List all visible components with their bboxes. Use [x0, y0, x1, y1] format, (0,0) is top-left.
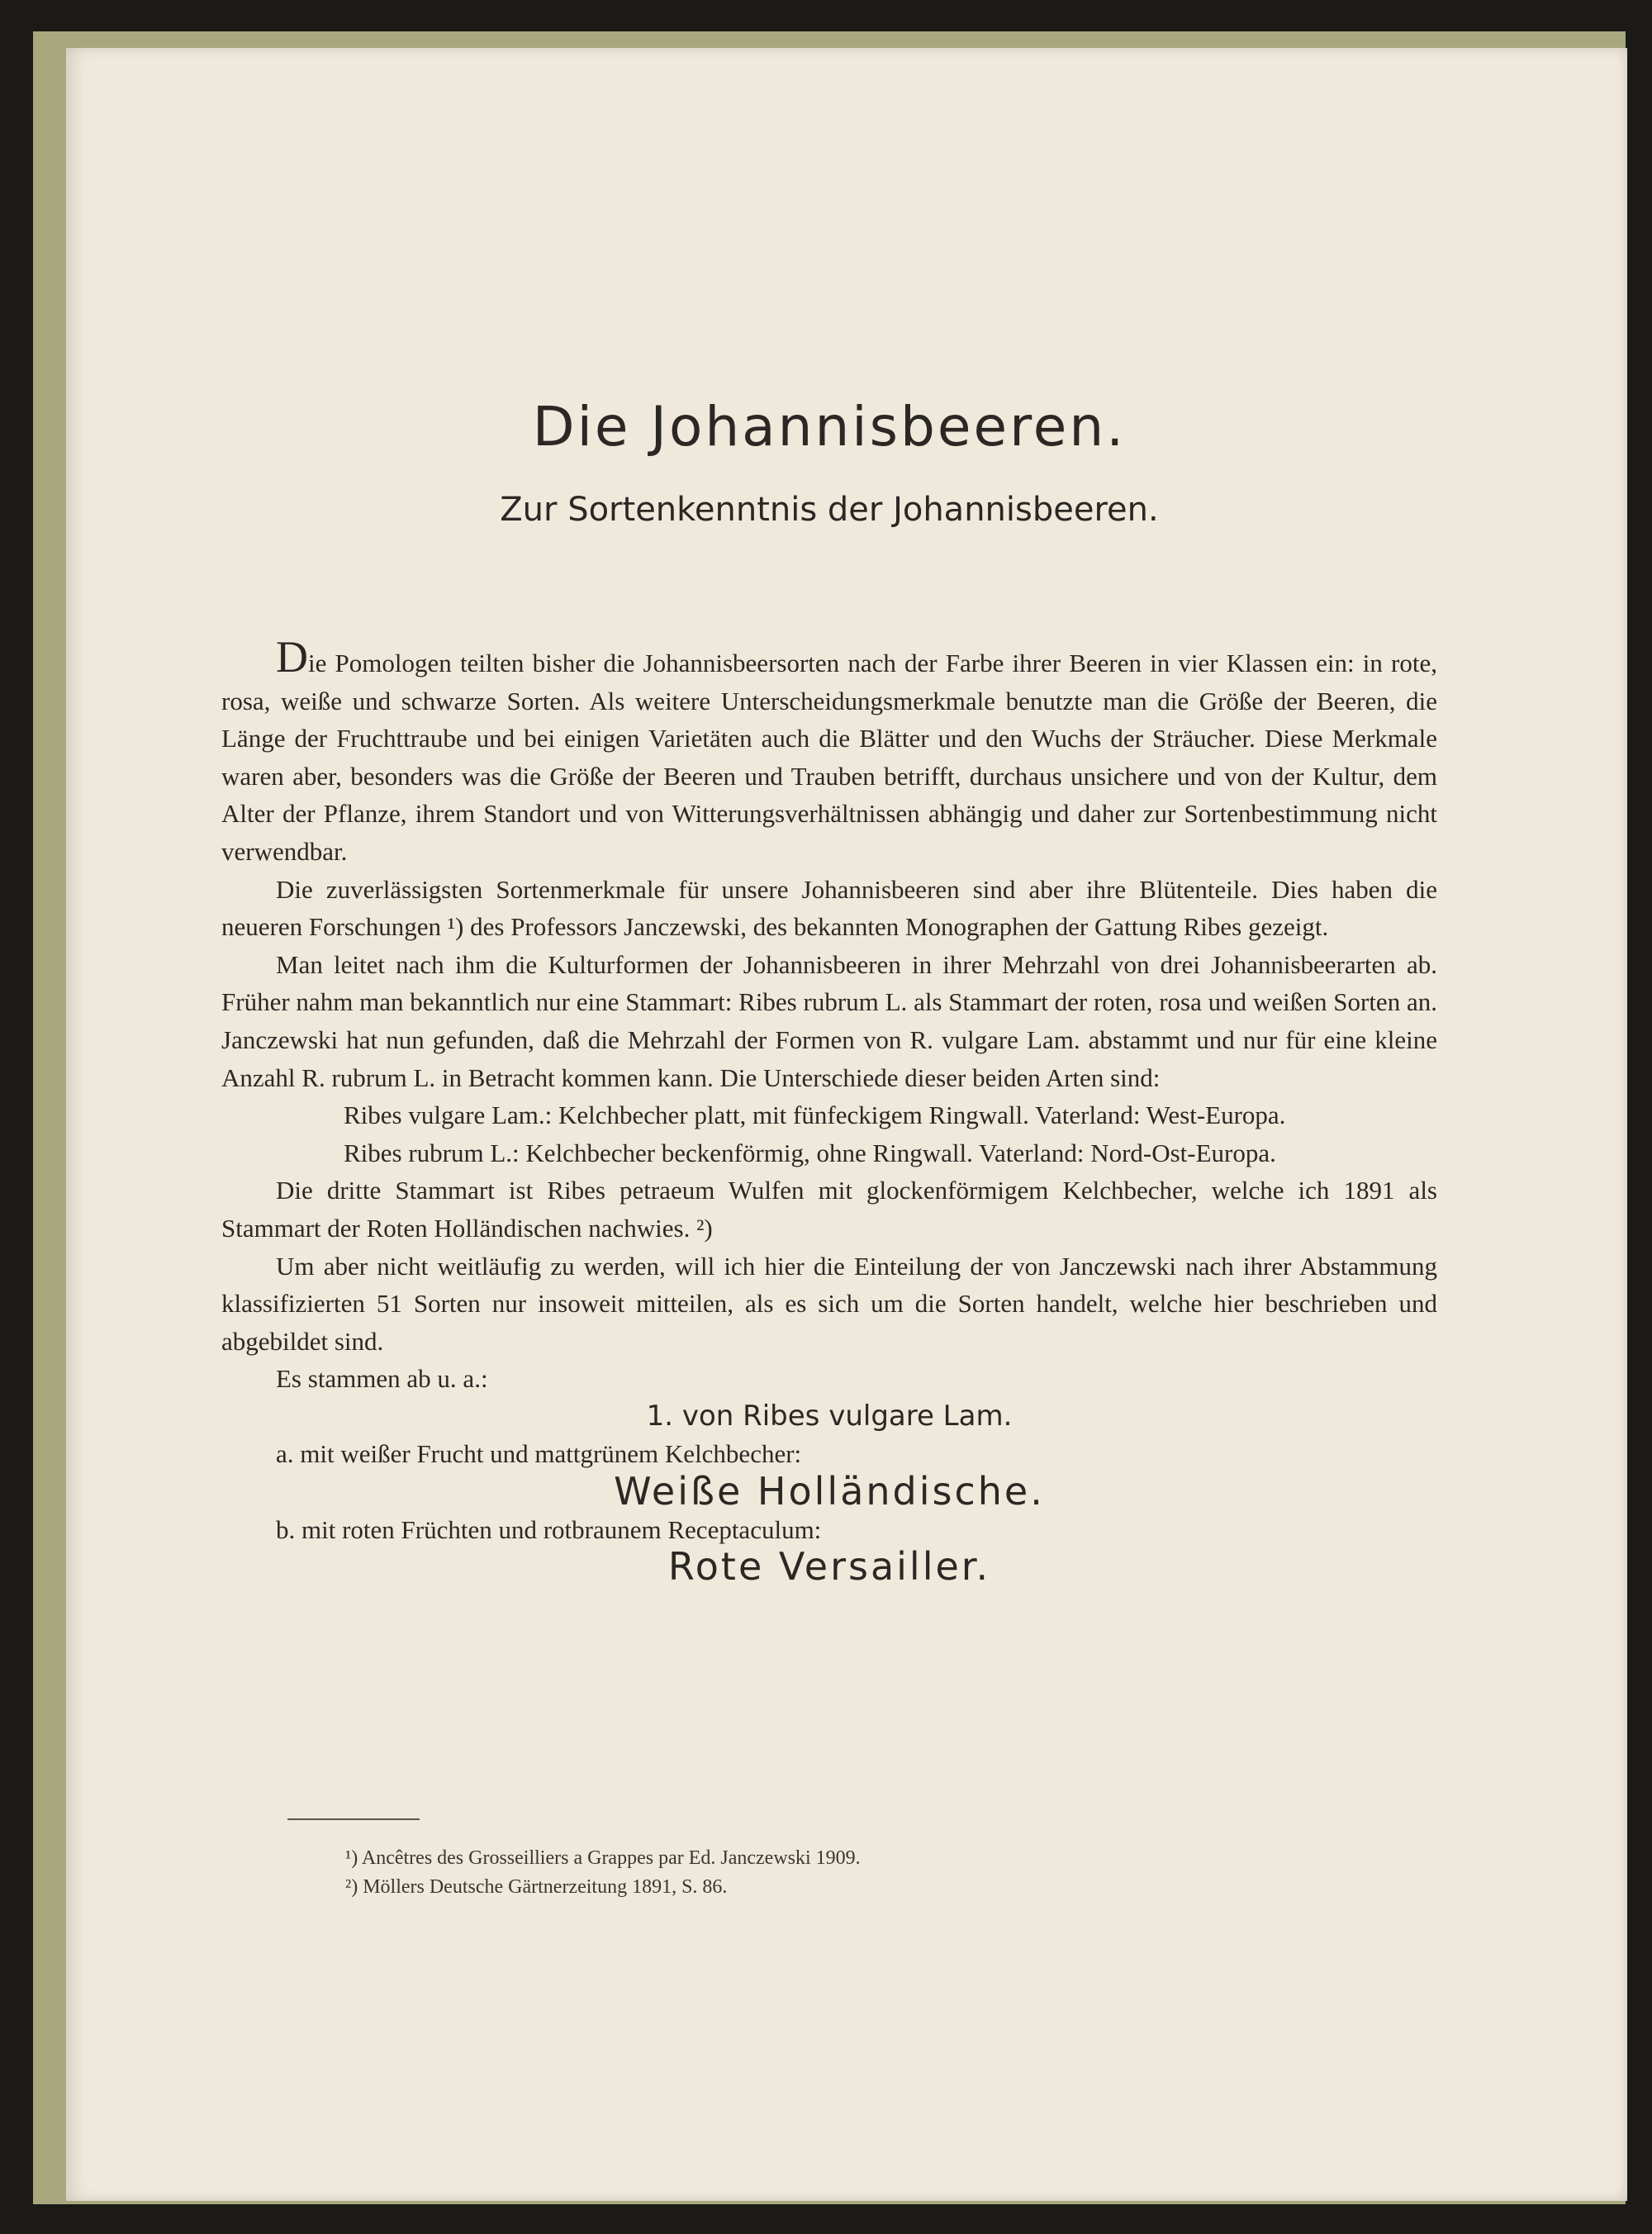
footnote-1: ¹) Ancêtres des Grosseilliers a Grappes par Ed. Janczewski 1909. [345, 1847, 861, 1869]
page-subtitle: Zur Sortenkenntnis der Johannisbeeren. [500, 491, 1159, 529]
paragraph-origin: Man leitet nach ihm die Kulturformen der Johannisbeeren in ihrer Mehrzahl von drei Johannisbeerarten ab. Früher nahm man bekanntlich nur eine Stammart: Ribes rubrum L. als Stammart der roten, rosa und weißen Sorten an. Janczewski hat nun gefunden, daß die Mehrzahl der Formen von R. vulgare Lam. abstammt und nur für eine kleine Anzahl R. rubrum L. in Betracht kommen kann. Die Unterschiede dieser beiden Arten sind: [221, 949, 1437, 1092]
subsection-a: a. mit weißer Frucht und mattgrünem Kelchbecher: [276, 1439, 802, 1469]
footnotes [345, 1844, 1336, 1902]
paragraph-third-species: Die dritte Stammart ist Ribes petraeum Wulfen mit glockenförmigem Kelchbecher, welche ich 1891 als Stammart der Roten Holländischen nachwies. ²) [221, 1176, 1437, 1243]
paragraph-intro: Die Pomologen teilten bisher die Johannisbeersorten nach der Farbe ihrer Beeren in vier Klassen ein: in rote, rosa, weiße und schwarze Sorten. Als weitere Unterscheidungsmerkmale benutzte man die Größe der Beeren, die Länge der Fruchttraube und bei einigen Varietäten auch die Blätter und den Wuchs der Sträucher. Diese Merkmale waren aber, besonders was die Größe der Beeren und Trauben betrifft, durchaus unsichere und von der Kultur, dem Alter der Pflanze, ihrem Standort und von Witterungsverhältnissen abhängig und daher zur Sortenbestimmung nicht verwendbar. [221, 632, 1437, 866]
variety-rote-versailler: Rote Versailler. [667, 1544, 991, 1590]
paragraph-division: Um aber nicht weitläufig zu werden, will ich hier die Einteilung der von Janczewski nach ihrer Abstammung klassifizierten 51 Sorten nur insoweit mitteilen, als es sich um die Sorten handelt, welche hier beschrieben und abgebildet sind. [221, 1251, 1437, 1356]
subsection-b: b. mit roten Früchten und rotbraunem Receptaculum: [276, 1514, 822, 1544]
body-text [221, 632, 1437, 1590]
species-vulgare: Ribes vulgare Lam.: Kelchbecher platt, mit fünfeckigem Ringwall. Vaterland: West-Europa. [344, 1100, 1286, 1130]
species-rubrum: Ribes rubrum L.: Kelchbecher beckenförmig, ohne Ringwall. Vaterland: Nord-Ost-Europa. [344, 1138, 1276, 1167]
footnote-2: ²) Möllers Deutsche Gärtnerzeitung 1891, S. 86. [345, 1876, 728, 1898]
paragraph-descent: Es stammen ab u. a.: [276, 1364, 488, 1394]
section-heading-vulgare: 1. von Ribes vulgare Lam. [646, 1399, 1013, 1433]
page-title: Die Johannisbeeren. [532, 395, 1127, 459]
footnote-rule [287, 1818, 420, 1820]
paragraph-flower-parts: Die zuverlässigsten Sortenmerkmale für unsere Johannisbeeren sind aber ihre Blütenteile. Dies haben die neueren Forschungen ¹) des Professors Janczewski, des bekannten Monographen der Gattung Ribes gezeigt. [221, 874, 1437, 942]
variety-weisse-hollaendische: Weiße Holländische. [614, 1469, 1045, 1514]
